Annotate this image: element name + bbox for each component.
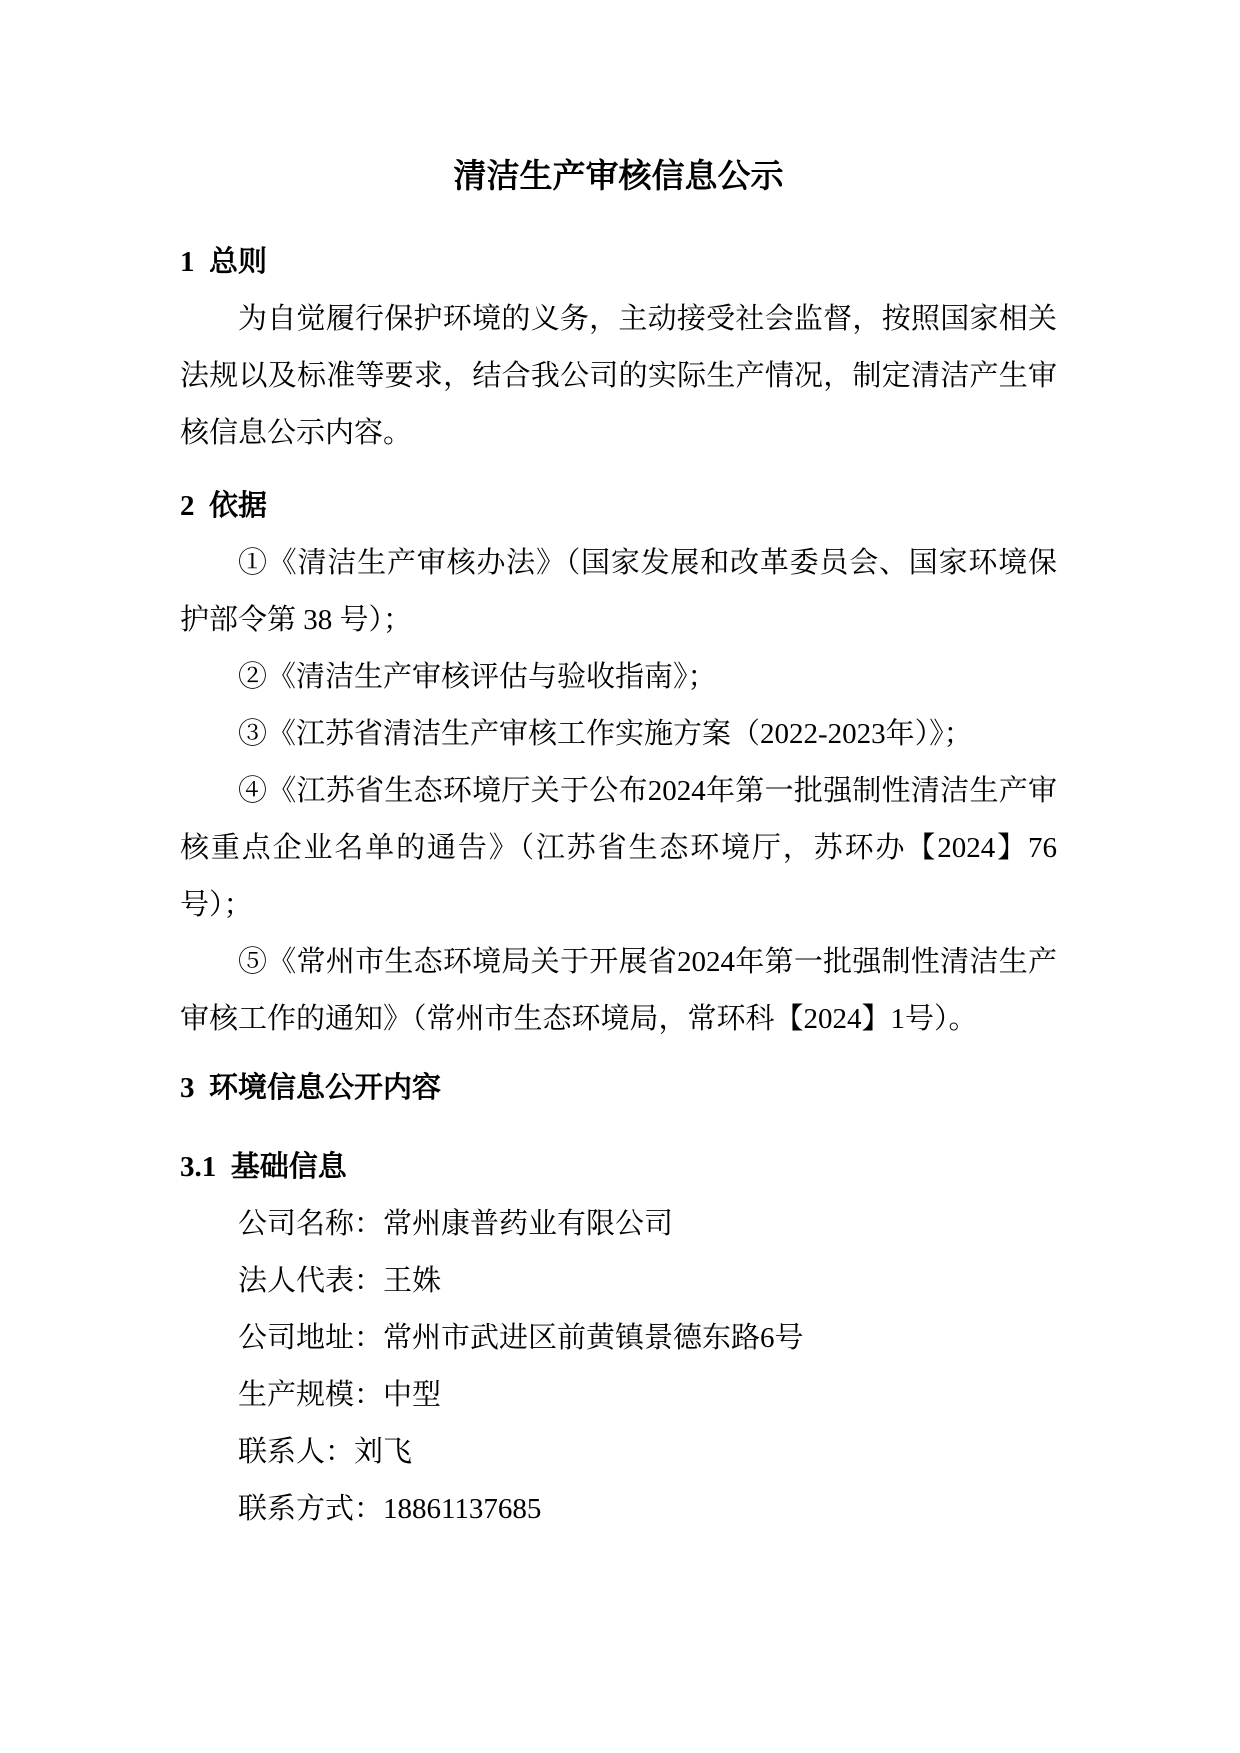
basic-info-production-scale: 生产规模：中型 [238, 1379, 442, 1411]
heading-section-2-basis: 2 依据 [180, 490, 268, 522]
heading-section-1-general: 1 总则 [180, 246, 268, 278]
basic-info-company-address: 公司地址：常州市武进区前黄镇景德东路6号 [238, 1322, 804, 1354]
reference-item-3: ③《江苏省清洁生产审核工作实施方案（2022-2023年）》； [238, 718, 973, 750]
basic-info-company-name: 公司名称：常州康普药业有限公司 [238, 1208, 674, 1240]
document-title: 清洁生产审核信息公示 [453, 159, 784, 195]
paragraph-general-overview: 为自觉履行保护环境的义务，主动接受社会监督，按照国家相关法规以及标准等要求，结合我公司的实际生产情况，制定清洁产生审核信息公示内容。 [180, 303, 1057, 449]
basic-info-contact-person: 联系人：刘飞 [238, 1436, 413, 1468]
reference-item-4: ④《江苏省生态环境厅关于公布2024年第一批强制性清洁生产审核重点企业名单的通告》（江苏省生态环境厅，苏环办【2024】76 号）； [180, 775, 1057, 921]
reference-item-2: ②《清洁生产审核评估与验收指南》； [238, 661, 717, 693]
reference-item-5: ⑤《常州市生态环境局关于开展省2024年第一批强制性清洁生产审核工作的通知》（常州市生态环境局，常环科【2024】1号）。 [180, 946, 1057, 1035]
heading-section-3-disclosure: 3 环境信息公开内容 [180, 1072, 442, 1104]
heading-subsection-3-1-basic-info: 3.1 基础信息 [180, 1151, 347, 1183]
basic-info-legal-representative: 法人代表：王姝 [238, 1265, 442, 1297]
basic-info-contact-number: 联系方式：18861137685 [238, 1493, 542, 1525]
reference-item-1: ①《清洁生产审核办法》（国家发展和改革委员会、国家环境保护部令第 38 号）； [180, 547, 1057, 636]
